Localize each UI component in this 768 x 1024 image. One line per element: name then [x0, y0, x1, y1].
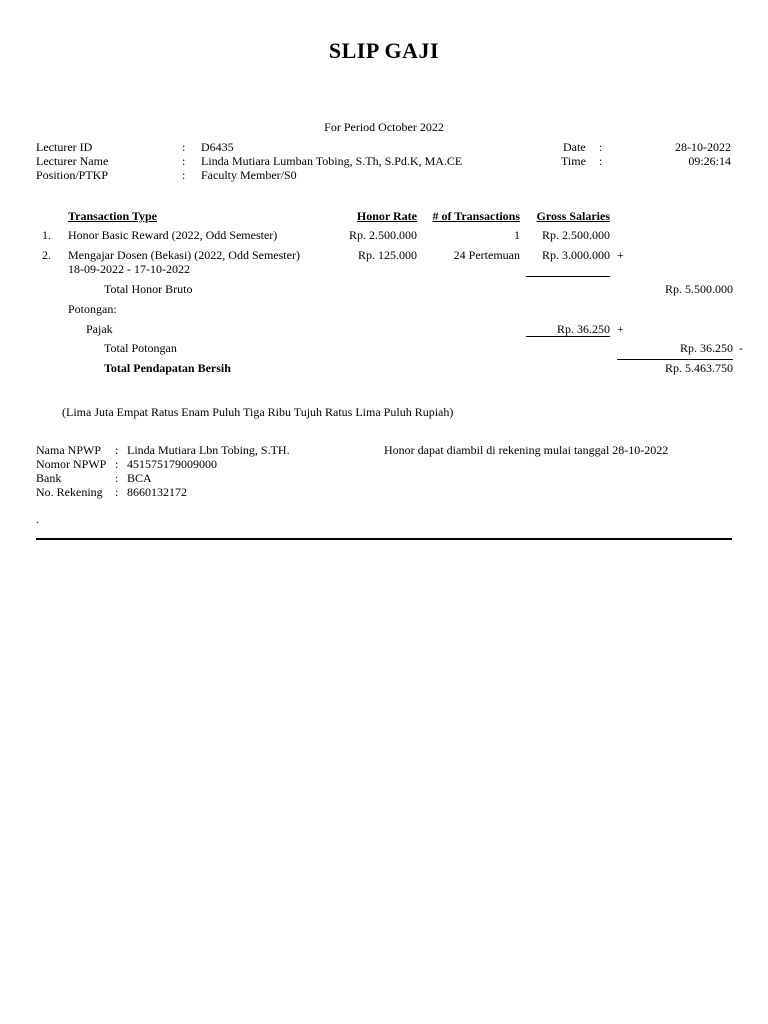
bank-value: BCA: [127, 471, 152, 485]
colon: :: [182, 154, 186, 168]
position-value: Faculty Member/S0: [201, 168, 297, 182]
lecturer-name-value: Linda Mutiara Lumban Tobing, S.Th, S.Pd.K, MA.CE: [201, 154, 463, 168]
footer-divider: [36, 538, 732, 540]
payout-note: Honor dapat diambil di rekening mulai tanggal 28-10-2022: [384, 443, 669, 457]
total-bruto-label: Total Honor Bruto: [104, 282, 193, 296]
date-label: Date: [563, 140, 586, 154]
time-value: 09:26:14: [688, 154, 731, 168]
row-transactions: 24 Pertemuan: [453, 248, 520, 262]
row-transactions: 1: [514, 228, 520, 242]
amount-in-words: (Lima Juta Empat Ratus Enam Puluh Tiga Ribu Tujuh Ratus Lima Puluh Rupiah): [62, 405, 454, 419]
sum-operator: +: [617, 322, 624, 336]
column-header-gross-salaries: Gross Salaries: [536, 209, 610, 223]
time-label: Time: [561, 154, 586, 168]
row-description: Honor Basic Reward (2022, Odd Semester): [68, 228, 278, 242]
footer-mark: .: [36, 512, 39, 526]
tax-value: Rp. 36.250: [556, 322, 610, 336]
npwp-name-label: Nama NPWP: [36, 443, 101, 457]
colon: :: [115, 457, 119, 471]
deduction-subtotal-rule: [526, 336, 610, 337]
colon: :: [599, 140, 603, 154]
bank-label: Bank: [36, 471, 62, 485]
lecturer-id-value: D6435: [201, 140, 234, 154]
lecturer-id-label: Lecturer ID: [36, 140, 93, 154]
npwp-number-value: 451575179009000: [127, 457, 217, 471]
total-deductions-value: Rp. 36.250: [679, 341, 733, 355]
row-date-range: 18-09-2022 - 17-10-2022: [68, 262, 190, 276]
row-number: 2.: [42, 248, 51, 262]
deductions-label: Potongan:: [68, 302, 117, 316]
sum-operator: +: [617, 248, 624, 262]
subtotal-rule: [526, 276, 610, 277]
npwp-number-label: Nomor NPWP: [36, 457, 107, 471]
account-value: 8660132172: [127, 485, 187, 499]
account-label: No. Rekening: [36, 485, 103, 499]
total-deductions-label: Total Potongan: [104, 341, 177, 355]
colon: :: [115, 443, 119, 457]
date-value: 28-10-2022: [675, 140, 731, 154]
row-gross-salary: Rp. 3.000.000: [541, 248, 610, 262]
total-bruto-value: Rp. 5.500.000: [664, 282, 733, 296]
colon: :: [182, 140, 186, 154]
row-honor-rate: Rp. 125.000: [357, 248, 417, 262]
column-header-honor-rate: Honor Rate: [356, 209, 417, 223]
row-gross-salary: Rp. 2.500.000: [541, 228, 610, 242]
page-title: SLIP GAJI: [328, 38, 440, 63]
column-header-transactions: # of Transactions: [432, 209, 520, 223]
colon: :: [182, 168, 186, 182]
column-header-transaction-type: Transaction Type: [68, 209, 158, 223]
lecturer-name-label: Lecturer Name: [36, 154, 109, 168]
period-label: For Period October 2022: [324, 120, 444, 134]
npwp-name-value: Linda Mutiara Lbn Tobing, S.TH.: [127, 443, 290, 457]
row-honor-rate: Rp. 2.500.000: [348, 228, 417, 242]
net-income-label: Total Pendapatan Bersih: [104, 361, 231, 375]
colon: :: [115, 471, 119, 485]
subtract-operator: -: [739, 341, 743, 355]
colon: :: [115, 485, 119, 499]
net-income-value: Rp. 5.463.750: [664, 361, 733, 375]
colon: :: [599, 154, 603, 168]
tax-label: Pajak: [86, 322, 113, 336]
position-label: Position/PTKP: [36, 168, 109, 182]
row-number: 1.: [42, 228, 51, 242]
net-total-rule: [617, 359, 733, 360]
row-description: Mengajar Dosen (Bekasi) (2022, Odd Semester): [68, 248, 300, 262]
